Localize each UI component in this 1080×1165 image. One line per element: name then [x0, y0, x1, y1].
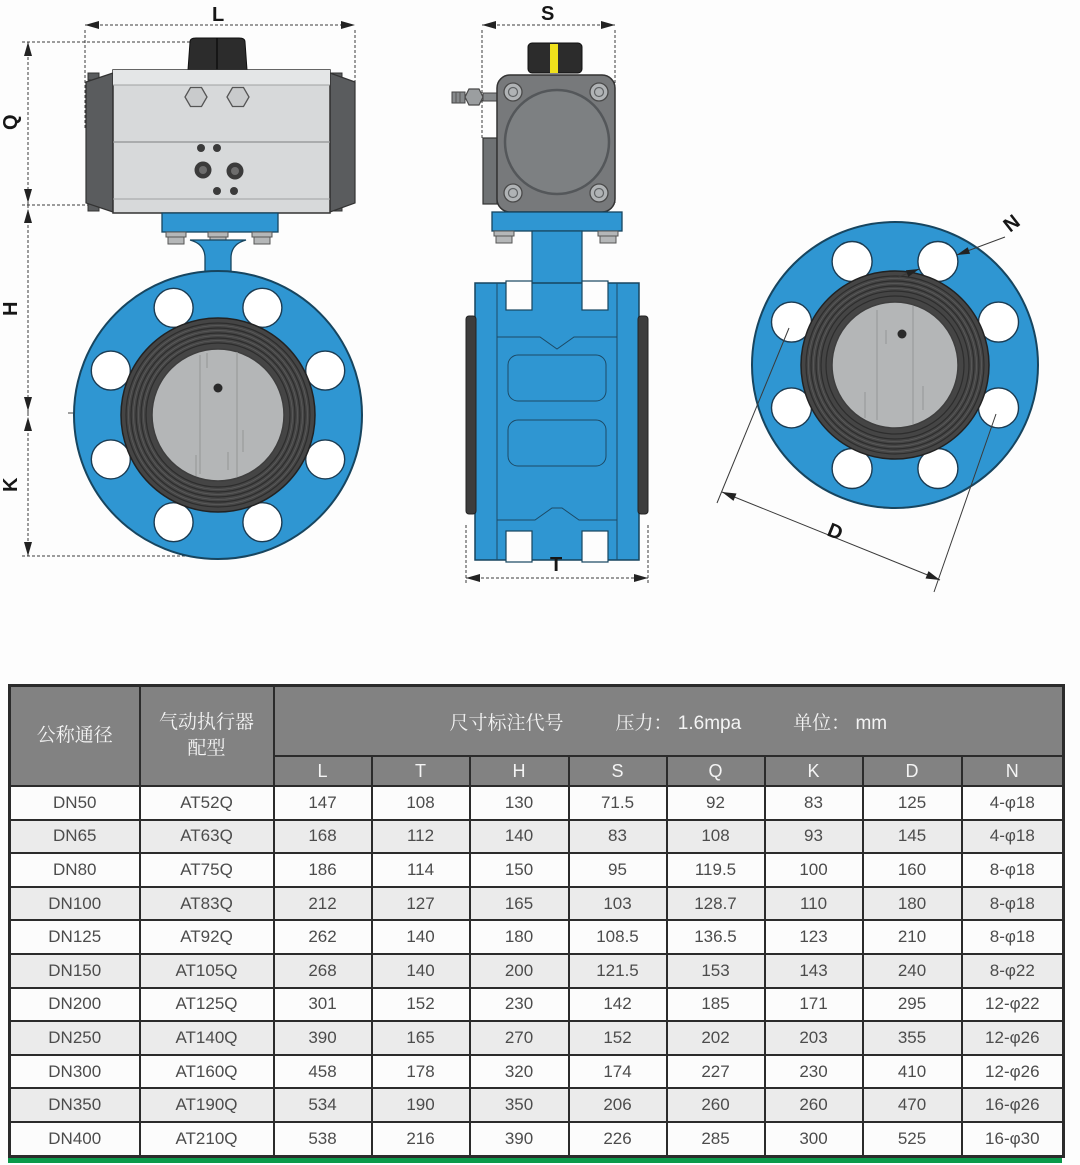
mounting-plate: [162, 213, 278, 232]
cell-value: 16-φ30: [962, 1122, 1064, 1156]
cell-value: 128.7: [667, 887, 765, 921]
cell-value: 4-φ18: [962, 820, 1064, 854]
cell-value: 108.5: [569, 920, 667, 954]
actuator-side: [452, 43, 615, 212]
col-header-D: D: [863, 756, 962, 786]
dim-label-T: T: [550, 554, 563, 576]
col-header-N: N: [962, 756, 1064, 786]
table-row: [10, 853, 1064, 887]
side-tab: [483, 138, 497, 204]
cell-value: 212: [274, 887, 372, 921]
cell-value: 8-φ18: [962, 920, 1064, 954]
cell-value: 8-φ18: [962, 887, 1064, 921]
cell-value: 140: [372, 920, 470, 954]
table-row: [10, 988, 1064, 1022]
cell-value: 410: [863, 1055, 962, 1089]
bottom-notch: [582, 531, 608, 562]
cell-value: 110: [765, 887, 863, 921]
cell-value: 100: [765, 853, 863, 887]
cell-dn: DN50: [10, 786, 140, 820]
col-header-K: K: [765, 756, 863, 786]
cell-value: 390: [470, 1122, 569, 1156]
actuator-front: [86, 38, 355, 213]
dim-label-L: L: [212, 4, 225, 26]
seat-edge-right: [638, 316, 648, 514]
cell-value: 227: [667, 1055, 765, 1089]
cell-value: 165: [372, 1021, 470, 1055]
cell-value: 114: [372, 853, 470, 887]
col-header-L: L: [274, 756, 372, 786]
flange-view: [717, 211, 1038, 592]
cell-value: 180: [470, 920, 569, 954]
side-view: [452, 3, 648, 584]
cell-actuator: AT83Q: [140, 887, 274, 921]
cell-value: 130: [470, 786, 569, 820]
cell-value: 186: [274, 853, 372, 887]
cell-value: 240: [863, 954, 962, 988]
cell-dn: DN350: [10, 1088, 140, 1122]
cell-value: 200: [470, 954, 569, 988]
cell-value: 147: [274, 786, 372, 820]
cell-value: 174: [569, 1055, 667, 1089]
cell-actuator: AT190Q: [140, 1088, 274, 1122]
dim-label-N: N: [999, 210, 1025, 237]
cell-value: 295: [863, 988, 962, 1022]
cell-value: 4-φ18: [962, 786, 1064, 820]
cell-value: 320: [470, 1055, 569, 1089]
actuator-end-circle: [505, 90, 609, 194]
cell-value: 350: [470, 1088, 569, 1122]
cell-value: 112: [372, 820, 470, 854]
cell-value: 152: [569, 1021, 667, 1055]
bottom-notch: [506, 531, 532, 562]
table-row: [10, 887, 1064, 921]
cell-actuator: AT63Q: [140, 820, 274, 854]
cell-value: 190: [372, 1088, 470, 1122]
header-unit: 单位： mm: [793, 712, 888, 734]
table-row: [10, 920, 1064, 954]
cell-value: 458: [274, 1055, 372, 1089]
end-cap-left: [86, 73, 113, 212]
cell-value: 534: [274, 1088, 372, 1122]
cell-actuator: AT92Q: [140, 920, 274, 954]
cell-value: 71.5: [569, 786, 667, 820]
cell-actuator: AT210Q: [140, 1122, 274, 1156]
cell-value: 230: [765, 1055, 863, 1089]
valve-disc-rear: [832, 302, 958, 428]
cell-value: 95: [569, 853, 667, 887]
dimension-table: [8, 684, 1065, 1158]
cell-value: 150: [470, 853, 569, 887]
indicator-yellow-stripe: [550, 44, 558, 73]
neck-column-side: [532, 231, 582, 285]
cell-value: 230: [470, 988, 569, 1022]
header-dim-code-label: 尺寸标注代号: [449, 712, 564, 734]
cell-value: 470: [863, 1088, 962, 1122]
cell-value: 119.5: [667, 853, 765, 887]
cell-value: 12-φ22: [962, 988, 1064, 1022]
stem-center-dot-rear: [898, 330, 907, 339]
cell-value: 93: [765, 820, 863, 854]
cell-dn: DN400: [10, 1122, 140, 1156]
cell-value: 12-φ26: [962, 1055, 1064, 1089]
table-row: [10, 786, 1064, 820]
cell-value: 525: [863, 1122, 962, 1156]
table-row: [10, 1055, 1064, 1089]
port-hole: [213, 144, 221, 152]
cell-value: 210: [863, 920, 962, 954]
dim-label-Q: Q: [0, 114, 22, 130]
cell-value: 8-φ18: [962, 853, 1064, 887]
front-view: [0, 4, 362, 559]
dim-label-K: K: [0, 477, 22, 492]
cell-value: 136.5: [667, 920, 765, 954]
cell-value: 390: [274, 1021, 372, 1055]
cell-value: 262: [274, 920, 372, 954]
cell-dn: DN65: [10, 820, 140, 854]
cell-value: 142: [569, 988, 667, 1022]
col-header-Q: Q: [667, 756, 765, 786]
table-row: [10, 820, 1064, 854]
table-body: [10, 786, 1064, 1156]
cell-value: 226: [569, 1122, 667, 1156]
cell-value: 216: [372, 1122, 470, 1156]
hex-bolt: [185, 88, 207, 107]
cell-actuator: AT160Q: [140, 1055, 274, 1089]
dim-label-D: D: [824, 519, 846, 546]
cell-value: 152: [372, 988, 470, 1022]
cell-value: 143: [765, 954, 863, 988]
cell-dn: DN300: [10, 1055, 140, 1089]
cell-value: 160: [863, 853, 962, 887]
cell-value: 538: [274, 1122, 372, 1156]
cell-value: 180: [863, 887, 962, 921]
cell-value: 268: [274, 954, 372, 988]
fitting-hex-nut: [465, 89, 483, 105]
fitting-stub: [452, 92, 465, 103]
cell-value: 140: [372, 954, 470, 988]
header-actuator-line1: 气动执行器: [158, 712, 254, 733]
cell-value: 108: [667, 820, 765, 854]
cell-actuator: AT105Q: [140, 954, 274, 988]
cell-dn: DN80: [10, 853, 140, 887]
col-header-T: T: [372, 756, 470, 786]
end-cap-right: [330, 73, 355, 212]
top-notch: [506, 281, 532, 310]
body-side: [475, 283, 639, 560]
cell-value: 270: [470, 1021, 569, 1055]
cell-value: 12-φ26: [962, 1021, 1064, 1055]
header-actuator-type: [140, 686, 274, 787]
header-nominal-diameter: 公称通径: [10, 686, 140, 787]
header-merged: [274, 686, 1064, 757]
cell-value: 153: [667, 954, 765, 988]
port-hole: [213, 187, 221, 195]
cell-dn: DN200: [10, 988, 140, 1022]
cell-value: 178: [372, 1055, 470, 1089]
cell-value: 260: [765, 1088, 863, 1122]
cell-actuator: AT75Q: [140, 853, 274, 887]
cell-value: 92: [667, 786, 765, 820]
table-bottom-accent: [8, 1158, 1062, 1163]
port-hole: [230, 187, 238, 195]
cell-value: 300: [765, 1122, 863, 1156]
cell-value: 168: [274, 820, 372, 854]
stem-center-dot: [214, 384, 223, 393]
table-row: [10, 1021, 1064, 1055]
table-row: [10, 1122, 1064, 1156]
dim-label-H: H: [0, 301, 22, 316]
valve-neck: [190, 240, 246, 274]
cell-value: 103: [569, 887, 667, 921]
cell-value: 83: [569, 820, 667, 854]
cell-value: 171: [765, 988, 863, 1022]
valve-front: [74, 213, 362, 559]
cell-value: 206: [569, 1088, 667, 1122]
cell-value: 125: [863, 786, 962, 820]
hex-bolt: [227, 88, 249, 107]
cell-value: 355: [863, 1021, 962, 1055]
col-header-H: H: [470, 756, 569, 786]
cell-value: 285: [667, 1122, 765, 1156]
cell-actuator: AT140Q: [140, 1021, 274, 1055]
cell-dn: DN125: [10, 920, 140, 954]
cell-dn: DN250: [10, 1021, 140, 1055]
header-pressure: 压力： 1.6mpa: [615, 712, 742, 734]
cell-value: 301: [274, 988, 372, 1022]
seat-edge-left: [466, 316, 476, 514]
header-actuator-line2: 配型: [187, 738, 226, 759]
cell-value: 140: [470, 820, 569, 854]
cell-value: 108: [372, 786, 470, 820]
cell-value: 260: [667, 1088, 765, 1122]
cell-value: 121.5: [569, 954, 667, 988]
cell-value: 185: [667, 988, 765, 1022]
table-row: [10, 954, 1064, 988]
cell-value: 123: [765, 920, 863, 954]
mounting-plate-side: [492, 212, 622, 231]
valve-side: [466, 212, 648, 562]
cell-value: 127: [372, 887, 470, 921]
col-header-S: S: [569, 756, 667, 786]
cell-actuator: AT52Q: [140, 786, 274, 820]
port-hole: [197, 144, 205, 152]
cell-dn: DN100: [10, 887, 140, 921]
dim-label-S: S: [541, 3, 555, 25]
cell-dn: DN150: [10, 954, 140, 988]
table-row: [10, 1088, 1064, 1122]
table-header: [10, 686, 1064, 787]
cell-actuator: AT125Q: [140, 988, 274, 1022]
cell-value: 165: [470, 887, 569, 921]
valve-disc: [152, 349, 284, 481]
top-notch: [582, 281, 608, 310]
cell-value: 16-φ26: [962, 1088, 1064, 1122]
cell-value: 145: [863, 820, 962, 854]
cell-value: 203: [765, 1021, 863, 1055]
cell-value: 202: [667, 1021, 765, 1055]
cell-value: 8-φ22: [962, 954, 1064, 988]
cell-value: 83: [765, 786, 863, 820]
